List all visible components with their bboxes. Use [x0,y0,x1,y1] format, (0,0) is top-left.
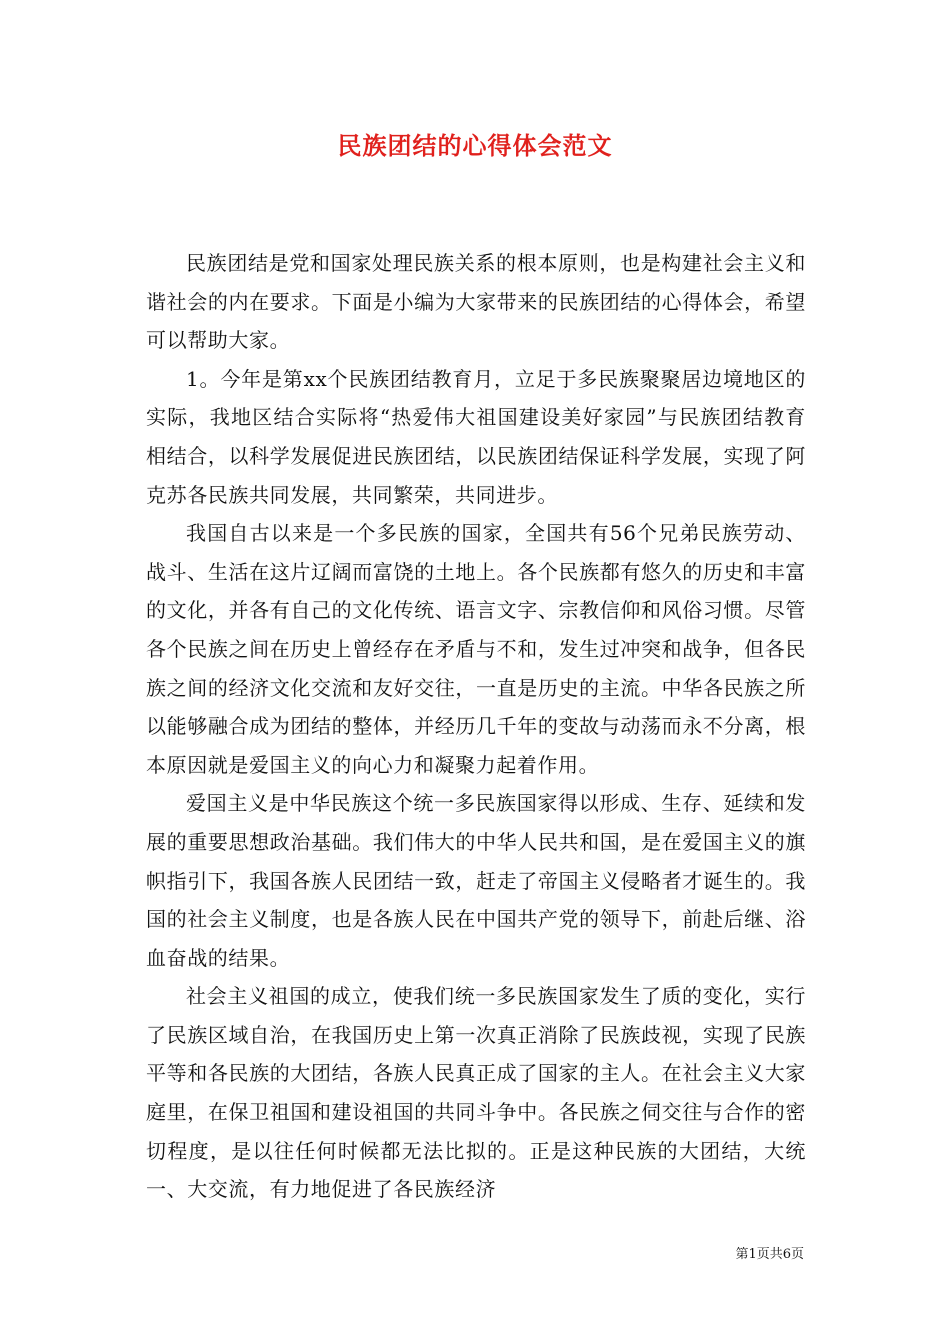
page-number: 第1页共6页 [735,1247,804,1262]
paragraph-1: 1。今年是第xx个民族团结教育月，立足于多民族聚聚居边境地区的实际，我地区结合实际将“热爱伟大祖国建设美好家园”与民族团结教育相结合，以科学发展促进民族团结，以民族团结保证科学发展，实现了阿克苏各民族共同发展，共同繁荣，共同进步。 [146,366,806,507]
paragraph-intro: 民族团结是党和国家处理民族关系的根本原则，也是构建社会主义和谐社会的内在要求。下面是小编为大家带来的民族团结的心得体会，希望可以帮助大家。 [146,251,806,353]
paragraph-3: 爱国主义是中华民族这个统一多民族国家得以形成、生存、延续和发展的重要思想政治基础。我们伟大的中华人民共和国，是在爱国主义的旗帜指引下，我国各族人民团结一致，赶走了帝国主义侵略者才诞生的。我国的社会主义制度，也是各族人民在中国共产党的领导下，前赴后继、浴血奋战的结果。 [146,791,806,970]
paragraph-2: 我国自古以来是一个多民族的国家，全国共有56个兄弟民族劳动、战斗、生活在这片辽阔而富饶的土地上。各个民族都有悠久的历史和丰富的文化，并各有自己的文化传统、语言文字、宗教信仰和风俗习惯。尽管各个民族之间在历史上曾经存在矛盾与不和，发生过冲突和战争，但各民族之间的经济文化交流和友好交往，一直是历史的主流。中华各民族之所以能够融合成为团结的整体，并经历几千年的变故与动荡而永不分离，根本原因就是爱国主义的向心力和凝聚力起着作用。 [146,521,806,777]
document-title: 民族团结的心得体会范文 [337,131,613,160]
document-body [146,244,806,1209]
paragraph-4: 社会主义祖国的成立，使我们统一多民族国家发生了质的变化，实行了民族区域自治，在我国历史上第一次真正消除了民族歧视，实现了民族平等和各民族的大团结，各族人民真正成了国家的主人。在社会主义大家庭里，在保卫祖国和建设祖国的共同斗争中。各民族之伺交往与合作的密切程度，是以往任何时候都无法比拟的。正是这种民族的大团结，大统一、大交流，有力地促进了各民族经济 [146,984,806,1202]
